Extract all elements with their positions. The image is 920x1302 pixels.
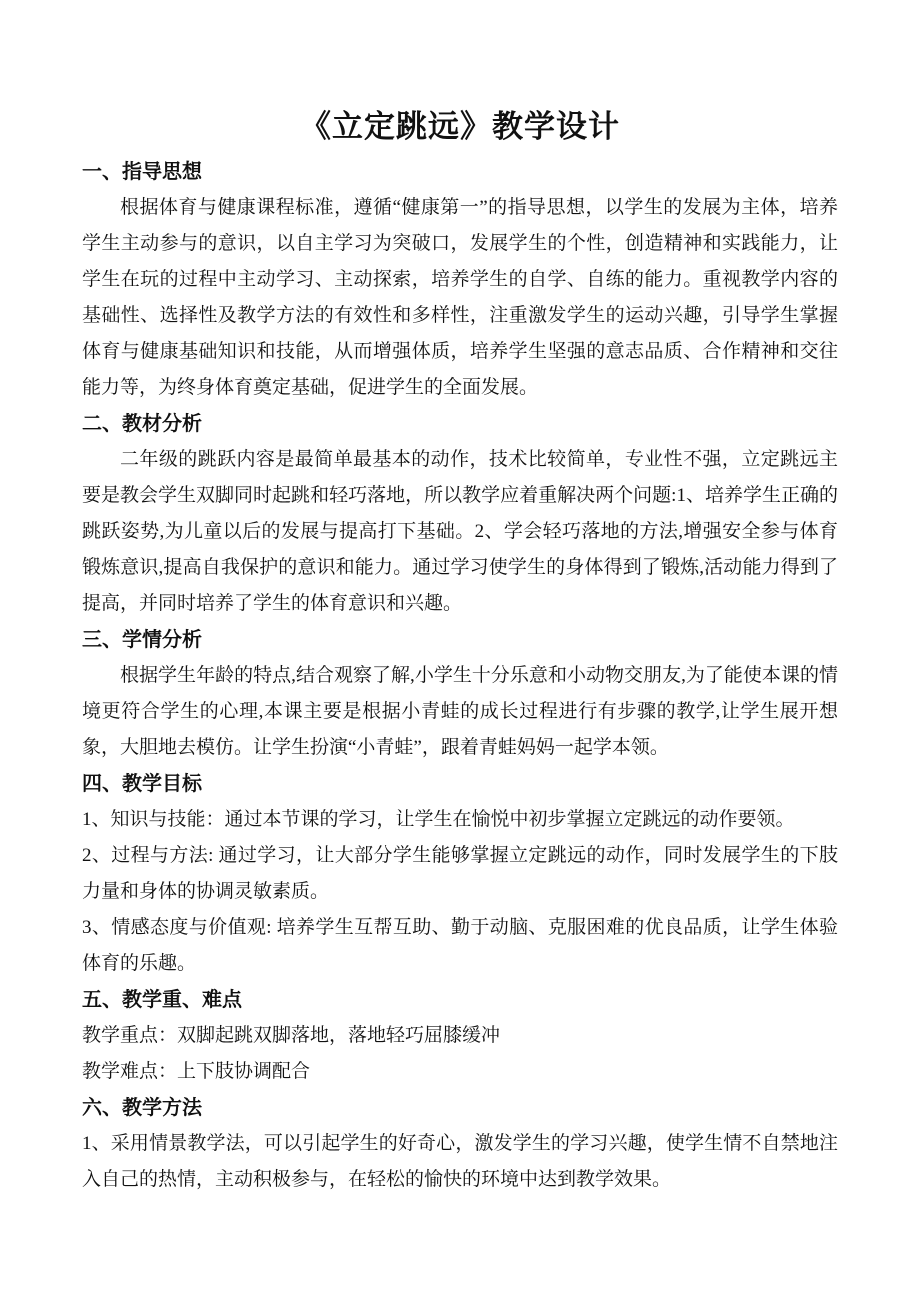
objective-item-knowledge-skills: 1、知识与技能：通过本节课的学习，让学生在愉悦中初步掌握立定跳远的动作要领。 <box>82 809 795 830</box>
section-guiding-thought <box>82 154 838 406</box>
paragraph-guiding-thought: 根据体育与健康课程标准，遵循“健康第一”的指导思想，以学生的发展为主体，培养学生主动参与的意识，以自主学习为突破口，发展学生的个性，创造精神和实践能力，让学生在玩的过程中主动学习、主动探索，培养学生的自学、自练的能力。重视教学内容的基础性、选择性及教学方法的有效性和多样性，注重激发学生的运动兴趣，引导学生掌握体育与健康基础知识和技能，从而增强体质，培养学生坚强的意志品质、合作精神和交往能力等，为终身体育奠定基础，促进学生的全面发展。 <box>82 197 838 398</box>
teaching-difficult-point: 教学难点：上下肢协调配合 <box>82 1061 311 1082</box>
paragraph-learner-analysis: 根据学生年龄的特点,结合观察了解,小学生十分乐意和小动物交朋友,为了能使本课的情境更符合学生的心理,本课主要是根据小青蛙的成长过程进行有步骤的教学,让学生展开想象，大胆地去模仿。让学生扮演“小青蛙”，跟着青蛙妈妈一起学本领。 <box>82 665 838 758</box>
teaching-key-point: 教学重点：双脚起跳双脚落地，落地轻巧屈膝缓冲 <box>82 1025 501 1046</box>
section-learner-analysis <box>82 622 838 766</box>
section-heading-teaching-material-analysis: 二、教材分析 <box>82 413 202 435</box>
objective-item-affect-values: 3、情感态度与价值观: 培养学生互帮互助、勤于动脑、克服困难的优良品质，让学生体验体育的乐趣。 <box>82 917 838 974</box>
section-key-difficult-points <box>82 982 838 1090</box>
section-teaching-methods <box>82 1090 838 1198</box>
objective-item-process-methods: 2、过程与方法: 通过学习，让大部分学生能够掌握立定跳远的动作，同时发展学生的下肢力量和身体的协调灵敏素质。 <box>82 845 838 902</box>
section-heading-key-difficult-points: 五、教学重、难点 <box>82 989 242 1011</box>
section-heading-learner-analysis: 三、学情分析 <box>82 629 202 651</box>
section-heading-teaching-methods: 六、教学方法 <box>82 1097 202 1119</box>
section-teaching-objectives <box>82 766 838 982</box>
teaching-method-item: 1、采用情景教学法，可以引起学生的好奇心，激发学生的学习兴趣，使学生情不自禁地注入自己的热情，主动积极参与，在轻松的愉快的环境中达到教学效果。 <box>82 1133 838 1190</box>
document-title: 《立定跳远》教学设计 <box>300 109 620 144</box>
section-heading-teaching-objectives: 四、教学目标 <box>82 773 202 795</box>
paragraph-teaching-material-analysis: 二年级的跳跃内容是最简单最基本的动作，技术比较简单，专业性不强，立定跳远主要是教会学生双脚同时起跳和轻巧落地，所以教学应着重解决两个问题:1、培养学生正确的跳跃姿势,为儿童以后的发展与提高打下基础。2、学会轻巧落地的方法,增强安全参与体育锻炼意识,提高自我保护的意识和能力。通过学习使学生的身体得到了锻炼,活动能力得到了提高，并同时培养了学生的体育意识和兴趣。 <box>82 449 838 614</box>
section-teaching-material-analysis <box>82 406 838 622</box>
section-heading-guiding-thought: 一、指导思想 <box>82 161 202 183</box>
